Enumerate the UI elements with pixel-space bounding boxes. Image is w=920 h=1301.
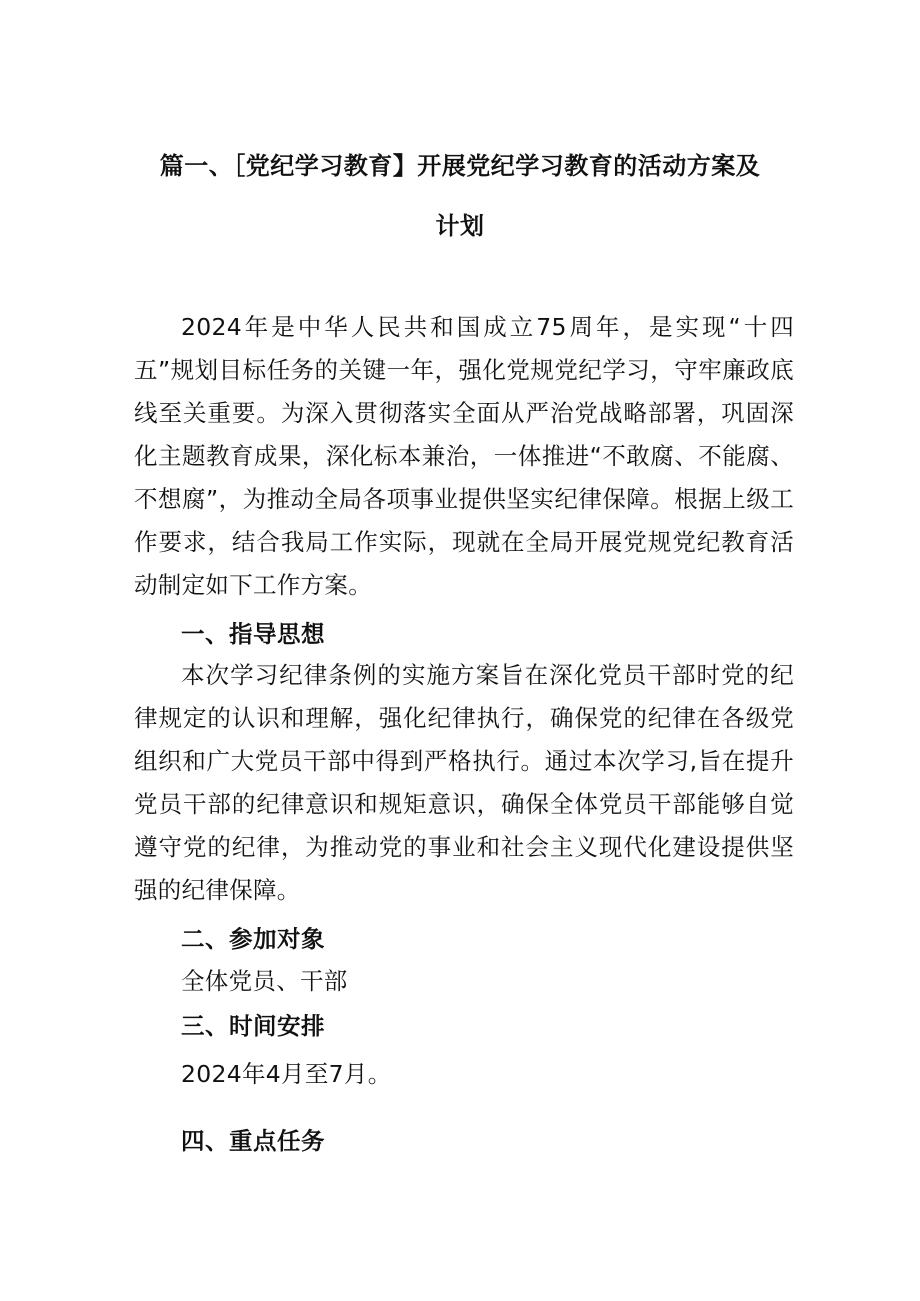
guiding-ideology-paragraph: 本次学习纪律条例的实施方案旨在深化党员干部时党的纪律规定的认识和理解，强化纪律执行，确保党的纪律在各级党组织和广大党员干部中得到严格执行。通过本次学习,旨在提升党员干部的纪律意识和规矩意识，确保全体党员干部能够自觉遵守党的纪律，为推动党的事业和社会主义现代化建设提供坚强的纪律保障。 xyxy=(134,661,794,904)
section-heading-participants: 二、参加对象 xyxy=(181,925,325,953)
document-title-line-2: 计划 xyxy=(435,212,485,240)
document-title-line-1: 篇一、［党纪学习教育】开展党纪学习教育的活动方案及 xyxy=(159,152,761,180)
schedule-text: 2024年4月至7月。 xyxy=(181,1060,392,1088)
section-heading-guiding-ideology: 一、指导思想 xyxy=(181,620,325,648)
section-heading-schedule: 三、时间安排 xyxy=(181,1012,325,1040)
participants-text: 全体党员、干部 xyxy=(181,967,348,995)
intro-paragraph: 2024年是中华人民共和国成立75周年，是实现“十四五”规划目标任务的关键一年，强化党规党纪学习，守牢廉政底线至关重要。为深入贯彻落实全面从严治党战略部署，巩固深化主题教育成果，深化标本兼治，一体推进“不敢腐、不能腐、不想腐”，为推动全局各项事业提供坚实纪律保障。根据上级工作要求，结合我局工作实际，现就在全局开展党规党纪教育活动制定如下工作方案。 xyxy=(134,313,794,599)
section-heading-key-tasks: 四、重点任务 xyxy=(181,1127,325,1155)
